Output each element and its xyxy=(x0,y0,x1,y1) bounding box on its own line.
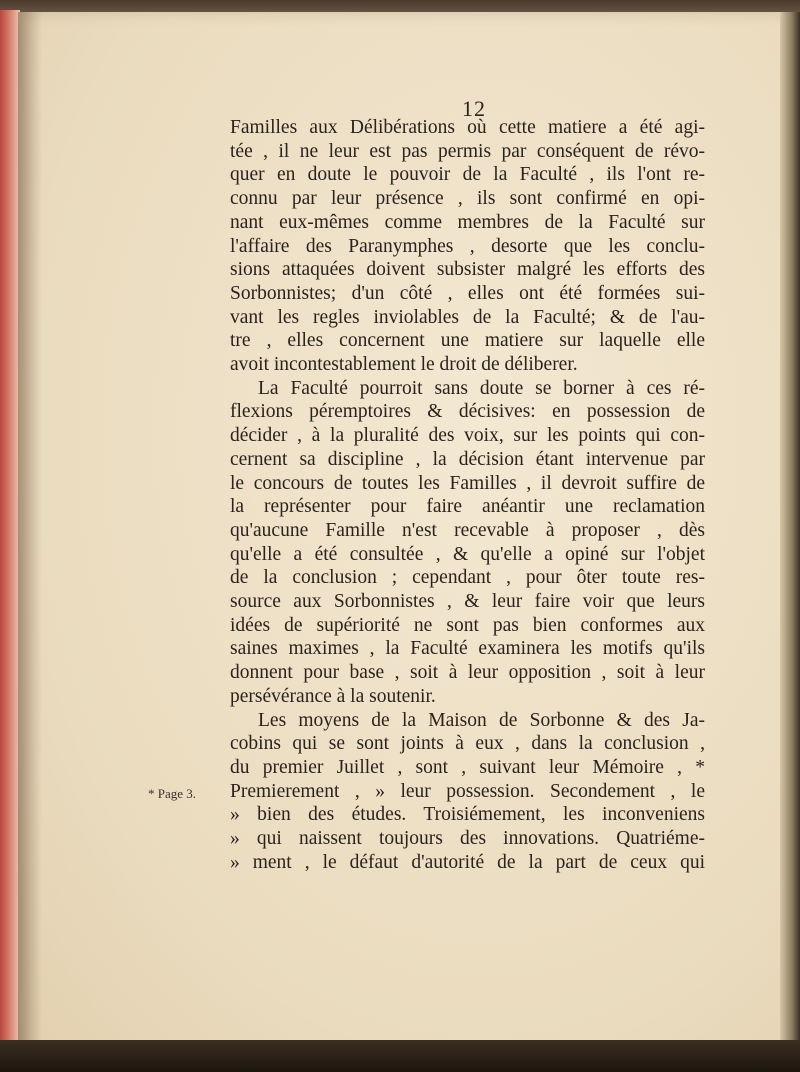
text-line: » ment , le défaut d'autorité de la part de ceux qui xyxy=(230,851,705,873)
text-line: cobins qui se sont joints à eux , dans la conclusion , xyxy=(230,733,705,755)
text-line: vant les regles inviolables de la Faculté; & de l'au- xyxy=(230,306,705,328)
text-line: Premierement , » leur possession. Secondement , le xyxy=(230,780,705,802)
text-line: de la conclusion ; cependant , pour ôter toute res- xyxy=(230,567,705,589)
text-line: » qui naissent toujours des innovations. Quatriéme- xyxy=(230,828,705,850)
text-line: donnent pour base , soit à leur opposition , soit à leur xyxy=(230,662,705,684)
text-line: Les moyens de la Maison de Sorbonne & des Ja- xyxy=(258,709,705,731)
text-line: Familles aux Délibérations où cette matiere a été agi- xyxy=(230,117,705,138)
text-line: source aux Sorbonnistes , & leur faire voir que leurs xyxy=(230,591,705,613)
text-line: décider , à la pluralité des voix, sur les points qui con- xyxy=(230,425,705,447)
text-line: le concours de toutes les Familles , il devroit suffire de xyxy=(230,472,705,494)
text-line: » bien des études. Troisiémement, les inconveniens xyxy=(230,804,705,826)
text-line: avoit incontestablement le droit de déliberer. xyxy=(230,354,578,376)
page-number: 12 xyxy=(462,96,486,121)
text-line: Sorbonnistes; d'un côté , elles ont été formées sui- xyxy=(230,282,705,304)
text-line: La Faculté pourroit sans doute se borner à ces ré- xyxy=(258,377,705,399)
text-line: tée , il ne leur est pas permis par conséquent de révo- xyxy=(230,140,705,162)
text-line: du premier Juillet , sont , suivant leur Mémoire , * xyxy=(230,756,705,778)
text-line: qu'elle a été consultée , & qu'elle a opiné sur l'objet xyxy=(230,543,705,565)
text-line: saines maximes , la Faculté examinera les motifs qu'ils xyxy=(230,638,705,660)
margin-note: * Page 3. xyxy=(148,786,197,801)
book-right-edge xyxy=(780,12,800,1072)
text-line: connu par leur présence , ils sont confirmé en opi- xyxy=(230,188,705,210)
text-line: flexions péremptoires & décisives: en possession de xyxy=(230,401,705,423)
text-line: quer en doute le pouvoir de la Faculté , ils l'ont re- xyxy=(230,164,705,186)
text-line: l'affaire des Paranymphes , desorte que les conclu- xyxy=(230,235,705,257)
body-text xyxy=(230,116,705,875)
text-line: idées de supériorité ne sont pas bien conformes aux xyxy=(230,614,705,636)
text-line: persévérance à la soutenir. xyxy=(230,685,436,707)
text-line: qu'aucune Famille n'est recevable à proposer , dès xyxy=(230,519,705,541)
text-line: cernent sa discipline , la décision étant intervenue par xyxy=(230,448,705,470)
text-line: sions attaquées doivent subsister malgré les efforts des xyxy=(230,259,705,281)
text-line: tre , elles concernent une matiere sur laquelle elle xyxy=(230,330,705,352)
book-left-edge xyxy=(0,10,20,1072)
book-bottom-edge xyxy=(0,1040,800,1072)
text-line: nant eux-mêmes comme membres de la Faculté sur xyxy=(230,211,705,233)
text-line: la représenter pour faire anéantir une reclamation xyxy=(230,496,705,518)
gutter-shadow xyxy=(18,12,42,1060)
